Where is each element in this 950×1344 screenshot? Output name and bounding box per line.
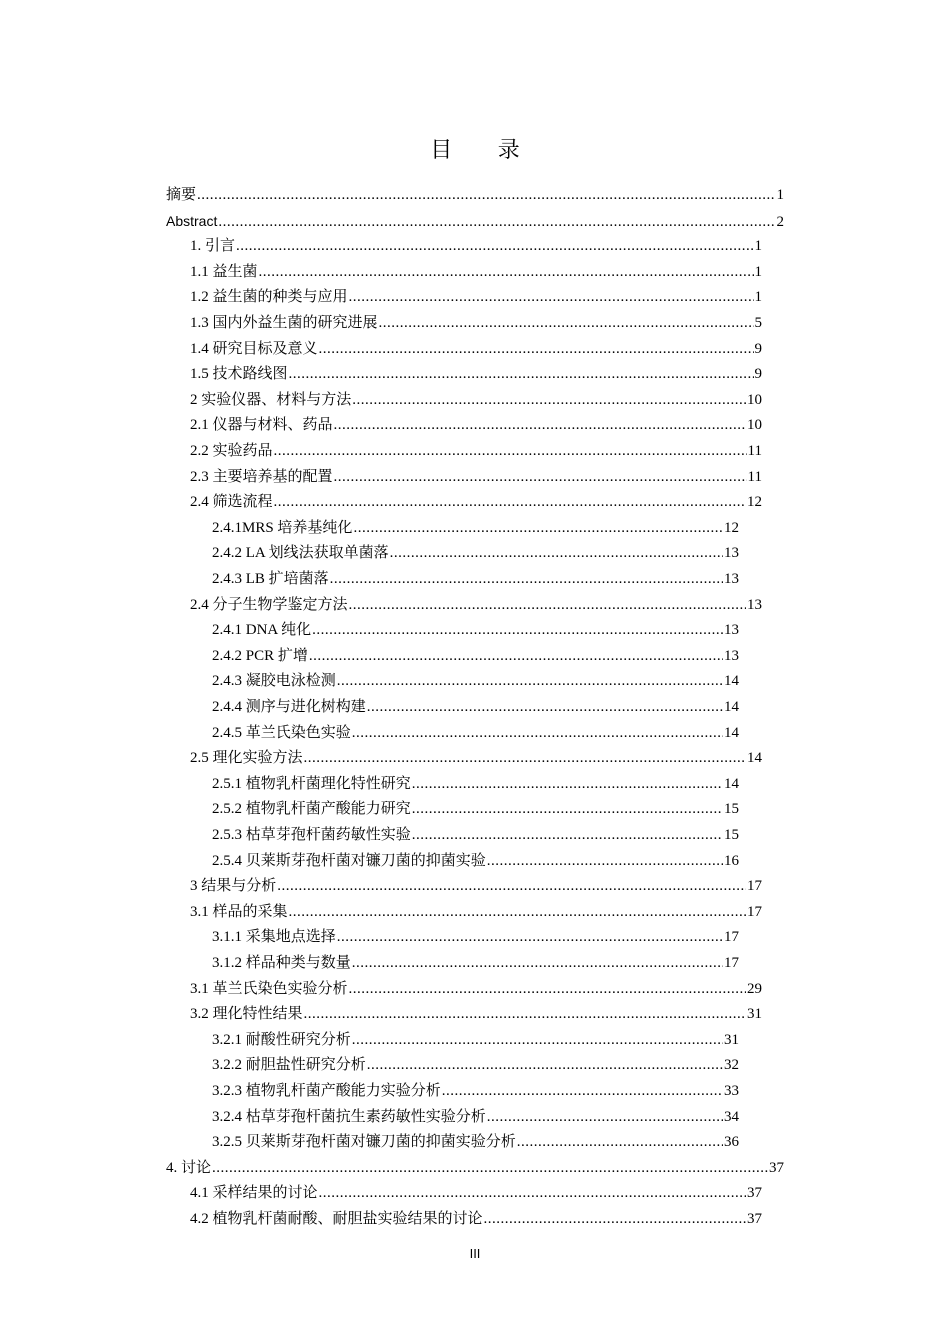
toc-entry[interactable] [212, 951, 739, 975]
toc-entry-label: 4. 讨论 [166, 1160, 212, 1176]
toc-entry-page-number: 1 [754, 289, 762, 305]
toc-entry[interactable] [190, 593, 762, 617]
toc-entry[interactable] [166, 209, 784, 233]
toc-entry[interactable] [190, 1207, 762, 1231]
toc-entry[interactable] [212, 1053, 739, 1077]
toc-entry[interactable] [190, 900, 762, 924]
toc-entry-page-number: 5 [754, 315, 762, 331]
toc-entry[interactable] [190, 337, 762, 361]
toc-entry-label: 3.1.1 采集地点选择 [212, 929, 336, 945]
toc-entry-page-number: 13 [724, 622, 739, 638]
toc-leader-dots [517, 1130, 723, 1154]
toc-entry-page-number: 14 [724, 725, 739, 741]
toc-entry[interactable] [190, 1002, 762, 1026]
toc-entry-label: 2.3 主要培养基的配置 [190, 469, 333, 485]
toc-leader-dots [352, 721, 723, 745]
toc-leader-dots [309, 644, 723, 668]
toc-entry[interactable] [190, 413, 762, 437]
toc-leader-dots [412, 772, 723, 796]
toc-leader-dots [274, 490, 746, 514]
toc-entry-page-number: 16 [724, 853, 739, 869]
toc-leader-dots [487, 849, 723, 873]
toc-entry-page-number: 11 [747, 469, 762, 485]
toc-entry-label: 2.5.4 贝莱斯芽孢杆菌对镰刀菌的抑菌实验 [212, 853, 486, 869]
toc-entry[interactable] [212, 721, 739, 745]
toc-entry-label: 1.4 研究目标及意义 [190, 341, 318, 357]
toc-leader-dots [487, 1105, 723, 1129]
toc-entry-page-number: 37 [769, 1160, 784, 1176]
toc-entry-label: 2.5.1 植物乳杆菌理化特性研究 [212, 776, 411, 792]
toc-entry[interactable] [190, 285, 762, 309]
toc-entry-label: 2 实验仪器、材料与方法 [190, 392, 352, 408]
toc-entry-label: 3.2.4 枯草芽孢杆菌抗生素药敏性实验分析 [212, 1109, 486, 1125]
toc-entry[interactable] [190, 311, 762, 335]
toc-leader-dots [330, 567, 723, 591]
toc-entry-page-number: 2 [776, 214, 784, 230]
toc-entry-page-number: 1 [754, 264, 762, 280]
toc-leader-dots [212, 1156, 768, 1180]
toc-entry-label: 2.4.3 LB 扩培菌落 [212, 571, 329, 587]
toc-entry-label: 2.4.1MRS 培养基纯化 [212, 520, 353, 536]
toc-entry[interactable] [190, 746, 762, 770]
toc-entry[interactable] [212, 1079, 739, 1103]
toc-leader-dots [353, 516, 723, 540]
toc-leader-dots [484, 1207, 746, 1231]
toc-entry-page-number: 31 [747, 1006, 762, 1022]
toc-entry-page-number: 1 [776, 187, 784, 203]
toc-entry[interactable] [190, 388, 762, 412]
toc-entry-label: 4.1 采样结果的讨论 [190, 1185, 318, 1201]
toc-entry-page-number: 9 [754, 341, 762, 357]
toc-entry-label: 2.4.3 凝胶电泳检测 [212, 673, 336, 689]
toc-leader-dots [304, 746, 746, 770]
toc-entry-page-number: 9 [754, 366, 762, 382]
toc-entry-page-number: 14 [724, 699, 739, 715]
toc-leader-dots [352, 388, 746, 412]
toc-entry-page-number: 17 [747, 904, 762, 920]
toc-leader-dots [289, 900, 746, 924]
toc-entry-label: 3.2.3 植物乳杆菌产酸能力实验分析 [212, 1083, 441, 1099]
toc-leader-dots [442, 1079, 723, 1103]
toc-entry-label: 3.1 样品的采集 [190, 904, 288, 920]
toc-entry-page-number: 36 [724, 1134, 739, 1150]
toc-leader-dots [277, 874, 746, 898]
toc-entry-page-number: 17 [724, 955, 739, 971]
toc-entry-label: 2.5.2 植物乳杆菌产酸能力研究 [212, 801, 411, 817]
toc-leader-dots [349, 593, 746, 617]
toc-entry-page-number: 32 [724, 1057, 739, 1073]
toc-entry-page-number: 33 [724, 1083, 739, 1099]
toc-entry[interactable] [212, 849, 739, 873]
toc-entry-page-number: 31 [724, 1032, 739, 1048]
toc-entry[interactable] [190, 874, 762, 898]
toc-entry[interactable] [190, 490, 762, 514]
toc-entry-label: 1.1 益生菌 [190, 264, 258, 280]
toc-entry[interactable] [212, 516, 739, 540]
toc-entry-page-number: 15 [724, 827, 739, 843]
toc-leader-dots [352, 1028, 723, 1052]
toc-entry-label: 2.2 实验药品 [190, 443, 273, 459]
toc-entry-page-number: 13 [724, 571, 739, 587]
toc-entry-label: 1.2 益生菌的种类与应用 [190, 289, 348, 305]
toc-entry[interactable] [212, 1105, 739, 1129]
toc-leader-dots [337, 669, 723, 693]
toc-entry-label: 2.4 分子生物学鉴定方法 [190, 597, 348, 613]
toc-leader-dots [259, 260, 754, 284]
toc-entry-label: 摘要 [166, 187, 197, 203]
toc-leader-dots [337, 925, 723, 949]
toc-entry-page-number: 13 [724, 545, 739, 561]
toc-entry-page-number: 14 [747, 750, 762, 766]
toc-entry[interactable] [166, 183, 784, 207]
toc-leader-dots [412, 797, 723, 821]
toc-entry-page-number: 17 [724, 929, 739, 945]
toc-entry-page-number: 12 [747, 494, 762, 510]
toc-entry-label: 1.5 技术路线图 [190, 366, 288, 382]
toc-entry-page-number: 1 [754, 238, 762, 254]
toc-entry-label: 1.3 国内外益生菌的研究进展 [190, 315, 378, 331]
toc-entry[interactable] [212, 797, 739, 821]
toc-entry-label: 3.2.5 贝莱斯芽孢杆菌对镰刀菌的抑菌实验分析 [212, 1134, 516, 1150]
toc-entry-page-number: 13 [747, 597, 762, 613]
toc-leader-dots [289, 362, 754, 386]
toc-entry-page-number: 17 [747, 878, 762, 894]
toc-entry-page-number: 29 [747, 981, 762, 997]
toc-entry-label: 4.2 植物乳杆菌耐酸、耐胆盐实验结果的讨论 [190, 1211, 483, 1227]
toc-entry-page-number: 10 [747, 417, 762, 433]
toc-entry-label: 3 结果与分析 [190, 878, 277, 894]
toc-entry-label: 2.4.2 PCR 扩增 [212, 648, 308, 664]
toc-entry-label: 2.5 理化实验方法 [190, 750, 303, 766]
toc-leader-dots [218, 210, 775, 233]
toc-entry-page-number: 15 [724, 801, 739, 817]
toc-entry[interactable] [212, 1028, 739, 1052]
toc-entry[interactable] [212, 772, 739, 796]
toc-entry-label: 2.1 仪器与材料、药品 [190, 417, 333, 433]
toc-entry[interactable] [212, 644, 739, 668]
toc-leader-dots [312, 618, 723, 642]
toc-entry-label: 3.2.1 耐酸性研究分析 [212, 1032, 351, 1048]
toc-entry-label: 1. 引言 [190, 238, 236, 254]
toc-leader-dots [412, 823, 723, 847]
toc-entry[interactable] [212, 567, 739, 591]
toc-entry[interactable] [190, 439, 762, 463]
toc-entry[interactable] [212, 541, 739, 565]
toc-entry[interactable] [190, 260, 762, 284]
toc-entry[interactable] [212, 823, 739, 847]
toc-entry-label: 2.4.5 革兰氏染色实验 [212, 725, 351, 741]
toc-entry[interactable] [190, 465, 762, 489]
toc-entry-label: 3.2.2 耐胆盐性研究分析 [212, 1057, 366, 1073]
toc-entry-page-number: 37 [747, 1211, 762, 1227]
toc-entry[interactable] [212, 618, 739, 642]
toc-entry-page-number: 14 [724, 673, 739, 689]
toc-entry-label: 3.2 理化特性结果 [190, 1006, 303, 1022]
toc-entry-page-number: 34 [724, 1109, 739, 1125]
toc-leader-dots [367, 695, 723, 719]
toc-entry-page-number: 37 [747, 1185, 762, 1201]
toc-leader-dots [349, 285, 754, 309]
toc-entry[interactable] [190, 1181, 762, 1205]
toc-entry-label: 2.4.1 DNA 纯化 [212, 622, 312, 638]
toc-entry-label: 2.5.3 枯草芽孢杆菌药敏性实验 [212, 827, 411, 843]
toc-entry[interactable] [190, 977, 762, 1001]
toc-entry-page-number: 11 [747, 443, 762, 459]
toc-leader-dots [334, 465, 747, 489]
toc-leader-dots [390, 541, 723, 565]
page-number: III [469, 1246, 481, 1261]
toc-entry[interactable] [190, 234, 762, 258]
toc-entry-page-number: 12 [724, 520, 739, 536]
toc-entry[interactable] [212, 925, 739, 949]
toc-entry[interactable] [212, 695, 739, 719]
toc-entry-page-number: 14 [724, 776, 739, 792]
toc-leader-dots [236, 234, 753, 258]
toc-leader-dots [319, 1181, 746, 1205]
toc-leader-dots [379, 311, 754, 335]
toc-leader-dots [367, 1053, 723, 1077]
toc-entry-label: 2.4.4 测序与进化树构建 [212, 699, 366, 715]
toc-leader-dots [197, 183, 775, 207]
toc-leader-dots [274, 439, 747, 463]
toc-entry[interactable] [190, 362, 762, 386]
toc-entry-page-number: 13 [724, 648, 739, 664]
toc-leader-dots [319, 337, 754, 361]
toc-entry[interactable] [212, 1130, 739, 1154]
toc-leader-dots [304, 1002, 746, 1026]
toc-entry-label: 3.1 革兰氏染色实验分析 [190, 981, 348, 997]
toc-entry-page-number: 10 [747, 392, 762, 408]
toc-entry-label: 2.4 筛选流程 [190, 494, 273, 510]
toc-entry[interactable] [212, 669, 739, 693]
toc-entry-label: 3.1.2 样品种类与数量 [212, 955, 351, 971]
toc-leader-dots [349, 977, 746, 1001]
toc-leader-dots [352, 951, 723, 975]
page-title: 目 录 [430, 137, 540, 162]
toc-entry-label: 2.4.2 LA 划线法获取单菌落 [212, 545, 389, 561]
toc-entry-label: Abstract [166, 213, 218, 229]
toc-leader-dots [334, 413, 746, 437]
toc-entry[interactable] [166, 1156, 784, 1180]
